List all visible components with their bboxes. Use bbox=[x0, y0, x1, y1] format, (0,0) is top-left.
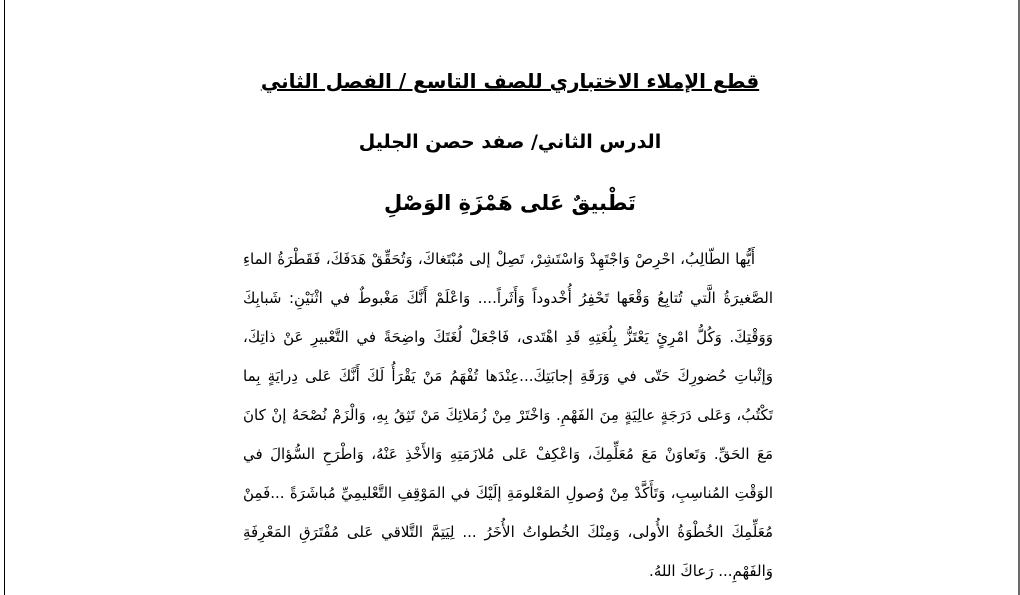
dictation-passage bbox=[243, 240, 773, 591]
lesson-title: الدرس الثاني/ صفد حصن الجليل bbox=[358, 131, 662, 153]
page-title: قطع الإملاء الاختباري للصف التاسع / الفصل الثاني bbox=[260, 69, 760, 93]
topic-title: تَطْبيقٌ عَلى هَمْزَةِ الوَصْلِ bbox=[384, 191, 636, 215]
passage-paragraph: أَيُّها الطّالِبُ، احْرِصْ وَاجْتَهِدْ وَاسْتَشِرْ، تَصِلْ إلى مُبْتَغاكَ، وَتُحَقِّقْ هَدَفَكَ، فَقَطْرَةُ الماءِ الصَّغيرَةُ الَّتي تُتابِعُ وَقْعَها تَحْفِرُ أُخْدوداً وَأَثَراً.... وَاعْلَمْ أَنَّكَ مَغْبوطٌ في اثْنَيْنِ: شَبابِكَ وَوَقْتِكَ. وَكُلُّ امْرِئٍ يَعْتَزُّ بِلُغَتِهِ قَدِ اهْتَدى، فَاجْعَلْ لُغَتَكَ واضِحَةً في التَّعْبيرِ عَنْ ذاتِكَ، وَإثْباتِ حُضورِكَ حَتّى في وَرَقَةِ إجابَتِكَ...عِنْدَها تُفْهَمُ مَنْ يَقْرَأُ لَكَ أَنَّكَ عَلى دِرايَةٍ بِما تَكْتُبُ، وَعَلى دَرَجَةٍ عالِيَةٍ مِنَ الفَهْمِ. وَاخْتَرْ مِنْ زُمَلائِكَ مَنْ تَثِقُ بِهِ، وَالْزَمْ نُصْحَهُ إنْ كانَ مَعَ الحَقِّ. وَتَعاوَنْ مَعَ مُعَلِّمِكَ، وَاعْكِفْ عَلى مُلازَمَتِهِ وَالأَخْذِ عَنْهُ، وَاطْرَحِ السُّؤالَ في الوَقْتِ المُناسِبِ، وَتَأَكَّدْ مِنْ وُصولِ المَعْلومَةِ إلَيْكَ في المَوْقِفِ التَّعْليمِيِّ مُباشَرَةً ...فَمِنْ مُعَلِّمِكَ الخُطْوَةُ الأُولى، وَمِنْكَ الخُطواتُ الأُخَرُ ... لِيَتِمَّ التَّلاقي عَلى مُفْتَرَقِ المَعْرِفَةِ وَالفَهْمِ... رَعاكَ اللهُ. bbox=[243, 250, 773, 580]
